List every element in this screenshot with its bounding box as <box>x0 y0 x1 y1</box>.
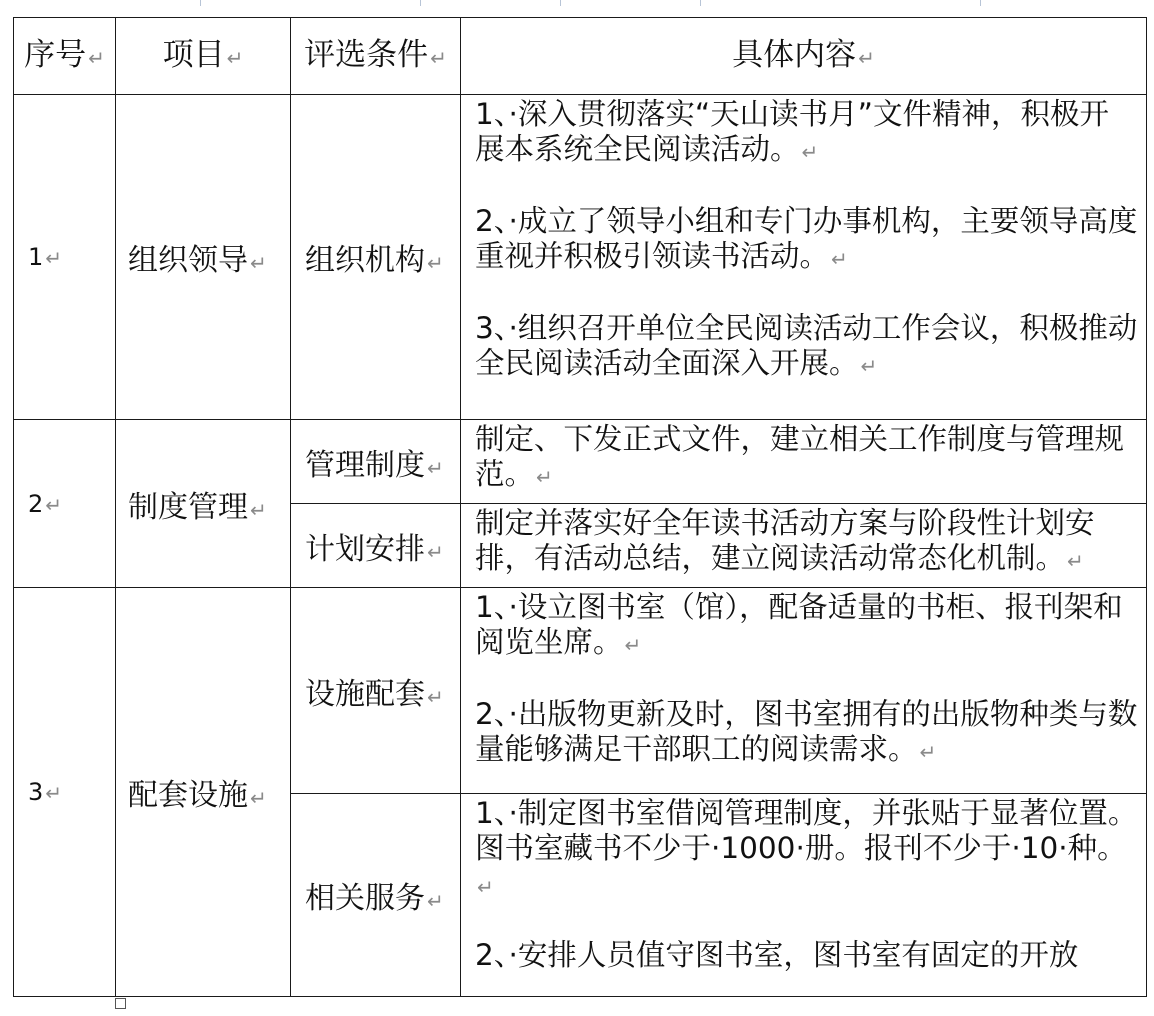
header-cell-item: 项目 ↵ <box>116 18 291 95</box>
content-cell <box>461 794 1147 997</box>
table-row <box>14 420 1147 504</box>
criteria-cell: 组织机构 ↵ <box>291 95 461 420</box>
content-paragraph: 1、·设立图书室（馆），配备适量的书柜、报刊架和阅览坐席。 ↵ <box>475 590 1123 660</box>
content-cell <box>461 588 1147 794</box>
table-resize-handle[interactable] <box>115 998 126 1009</box>
criteria-cell: 计划安排 ↵ <box>291 504 461 588</box>
row-number: 3 ↵ <box>14 588 116 997</box>
content-cell <box>461 504 1147 588</box>
header-cell-content: 具体内容 ↵ <box>461 18 1147 95</box>
content-paragraph: 3、·组织召开单位全民阅读活动工作会议，积极推动全民阅读活动全面深入开展。 ↵ <box>475 310 1138 380</box>
row-item: 制度管理 ↵ <box>116 420 291 588</box>
content-cell <box>461 95 1147 420</box>
row-number: 2 ↵ <box>14 420 116 588</box>
header-cell-number: 序号 ↵ <box>14 18 116 95</box>
content-paragraph: 1、·深入贯彻落实“天山读书月”文件精神，积极开展本系统全民阅读活动。 ↵ <box>475 97 1109 167</box>
content-cell <box>461 420 1147 504</box>
evaluation-table <box>13 17 1147 997</box>
row-item: 组织领导 ↵ <box>116 95 291 420</box>
content-paragraph: 2、·成立了领导小组和专门办事机构，主要领导高度重视并积极引领读书活动。 ↵ <box>475 203 1138 274</box>
content-paragraph: 2、·出版物更新及时，图书室拥有的出版物种类与数量能够满足干部职工的阅读需求。 ↵ <box>475 696 1138 767</box>
criteria-cell: 管理制度 ↵ <box>291 420 461 504</box>
content-paragraph: 1、·制定图书室借阅管理制度，并张贴于显著位置。图书室藏书不少于·1000·册。报刊不少于·10·种。↵ <box>475 796 1138 899</box>
content-paragraph: 制定并落实好全年读书活动方案与阶段性计划安排，有活动总结，建立阅读活动常态化机制。 ↵ <box>475 506 1095 576</box>
row-number: 1 ↵ <box>14 95 116 420</box>
criteria-cell: 设施配套 ↵ <box>291 588 461 794</box>
table-row <box>14 95 1147 420</box>
criteria-cell: 相关服务 ↵ <box>291 794 461 997</box>
ruler-strip <box>0 0 1154 14</box>
header-row <box>14 18 1147 95</box>
content-paragraph: 2、·安排人员值守图书室，图书室有固定的开放 <box>475 938 1079 973</box>
content-paragraph: 制定、下发正式文件，建立相关工作制度与管理规范。 ↵ <box>475 422 1125 492</box>
table-row <box>14 588 1147 794</box>
header-cell-criteria: 评选条件 ↵ <box>291 18 461 95</box>
row-item: 配套设施 ↵ <box>116 588 291 997</box>
